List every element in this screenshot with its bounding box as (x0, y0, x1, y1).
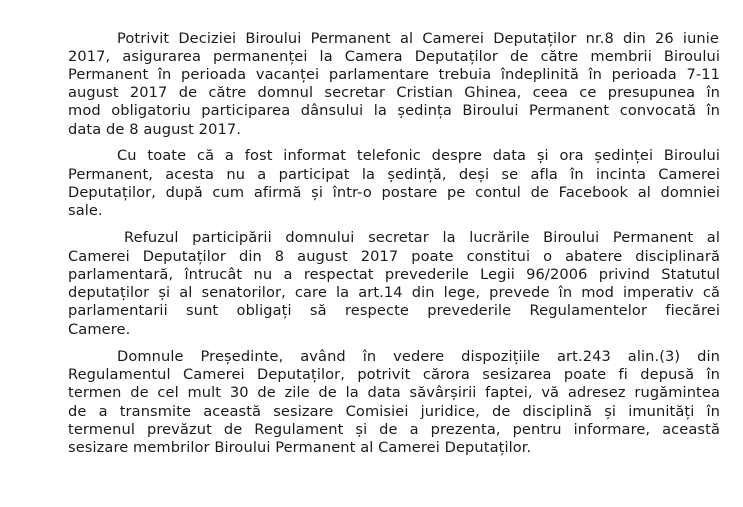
paragraph-1-line-3: Permanent în perioada vacanței parlamentare trebuia îndeplinită în perioada 7-11 (68, 66, 720, 83)
paragraph-3-line-1: Refuzul participării domnului secretar la lucrările Biroului Permanent al (124, 229, 720, 246)
paragraph-3-line-2: Camerei Deputaților din 8 august 2017 poate constitui o abatere disciplinară (68, 248, 720, 265)
paragraph-2-line-4: sale. (68, 202, 103, 219)
paragraph-4-line-4: de a transmite această sesizare Comisiei juridice, de disciplină și imunități în (68, 403, 720, 420)
paragraph-1-line-2: 2017, asigurarea permanenței la Camera Deputaților de către membrii Biroului (68, 48, 720, 65)
paragraph-2-line-3: Deputaților, după cum afirmă și într-o postare pe contul de Facebook al domniei (68, 184, 720, 201)
paragraph-4-line-5: termenul prevăzut de Regulament și de a prezenta, pentru informare, această (68, 421, 720, 438)
paragraph-1-line-5: mod obligatoriu participarea dânsului la ședința Biroului Permanent convocată în (68, 102, 720, 119)
paragraph-3-line-5: parlamentarii sunt obligați să respecte prevederile Regulamentelor fiecărei (68, 302, 720, 319)
paragraph-2-line-1: Cu toate că a fost informat telefonic despre data și ora ședinței Biroului (117, 147, 720, 164)
paragraph-1-line-4: august 2017 de către domnul secretar Cristian Ghinea, ceea ce presupunea în (68, 84, 720, 101)
paragraph-3-line-3: parlamentară, întrucât nu a respectat prevederile Legii 96/2006 privind Statutul (68, 266, 720, 283)
paragraph-4-line-1: Domnule Președinte, având în vedere dispozițiile art.243 alin.(3) din (117, 348, 720, 365)
paragraph-3-line-4: deputaților și al senatorilor, care la art.14 din lege, prevede în mod imperativ că (68, 284, 720, 301)
paragraph-4-line-3: termen de cel mult 30 de zile de la data săvârșirii faptei, vă adresez rugămintea (68, 384, 720, 401)
paragraph-4-line-2: Regulamentul Camerei Deputaților, potrivit cărora sesizarea poate fi depusă în (68, 366, 720, 383)
paragraph-3-line-6: Camere. (68, 321, 131, 338)
paragraph-1-line-1: Potrivit Deciziei Biroului Permanent al Camerei Deputaților nr.8 din 26 iunie (117, 30, 719, 47)
paragraph-4-line-6: sesizare membrilor Biroului Permanent al Camerei Deputaților. (68, 439, 532, 456)
paragraph-2-line-2: Permanent, acesta nu a participat la ședință, deși se afla în incinta Camerei (68, 166, 720, 183)
paragraph-1-line-6: data de 8 august 2017. (68, 121, 241, 138)
